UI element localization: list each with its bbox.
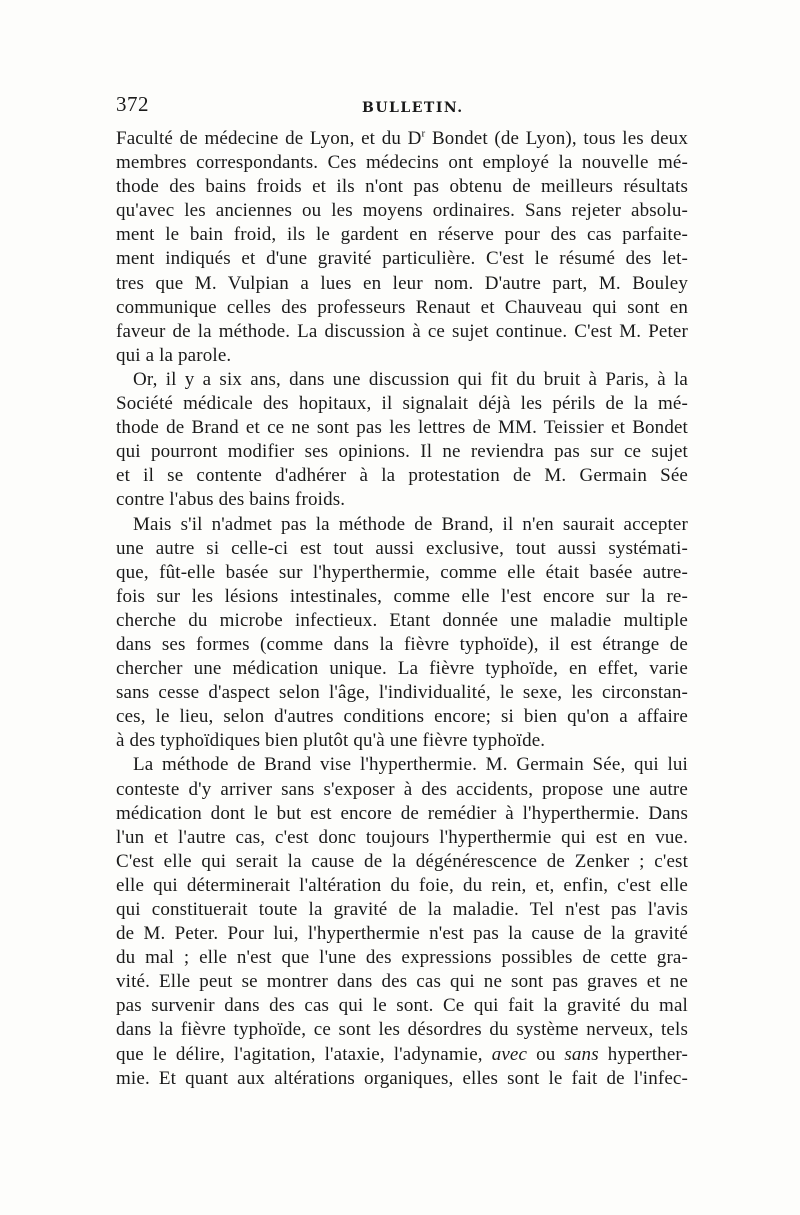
text-line: l'un et l'autre cas, c'est donc toujours l'hyperthermie qui est en vue. [116, 826, 688, 848]
text-line: pas survenir dans des cas qui le sont. Ce qui fait la gravité du mal [116, 995, 688, 1017]
body-text [116, 127, 688, 1091]
text-line: du mal ; elle n'est que l'une des expressions possibles de cette gra- [116, 947, 688, 969]
text-line: Faculté de médecine de Lyon, et du $D^r$ Bondet (de Lyon), tous les deux [116, 127, 688, 149]
text-line: Société médicale des hopitaux, il signalait déjà les périls de la mé- [116, 393, 688, 415]
text-line: qu'avec les anciennes ou les moyens ordinaires. Sans rejeter absolu- [116, 200, 688, 222]
text-line: médication dont le but est encore de remédier à l'hyperthermie. Dans [116, 802, 688, 824]
text-line: Or, il y a six ans, dans une discussion qui fit du bruit à Paris, à la [133, 368, 688, 390]
text-line: faveur de la méthode. La discussion à ce sujet continue. C'est M. Peter [116, 320, 688, 342]
text-line: ces, le lieu, selon d'autres conditions encore; si bien qu'on a affaire [116, 706, 688, 728]
running-title: BULLETIN. [362, 100, 464, 116]
text-line: C'est elle qui serait la cause de la dégénérescence de Zenker ; c'est [116, 850, 688, 872]
text-line: mie. Et quant aux altérations organiques, elles sont le fait de l'infec- [116, 1067, 688, 1089]
page-number: 372 [116, 92, 149, 116]
text-line: qui constituerait toute la gravité de la maladie. Tel n'est pas l'avis [116, 899, 688, 920]
text-line: et il se contente d'adhérer à la protestation de M. Germain Sée [116, 465, 688, 487]
text-line: La méthode de Brand vise l'hyperthermie. M. Germain Sée, qui lui [133, 754, 688, 776]
text-line: dans ses formes (comme dans la fièvre typhoïde), il est étrange de [116, 633, 688, 655]
text-line: communique celles des professeurs Renaut et Chauveau qui sont en [116, 296, 688, 318]
text-line: une autre si celle-ci est tout aussi exclusive, tout aussi systémati- [116, 537, 688, 559]
text-line: conteste d'y arriver sans s'exposer à des accidents, propose une autre [116, 778, 688, 800]
text-line: membres correspondants. Ces médecins ont employé la nouvelle mé- [116, 152, 688, 174]
text-line: thode de Brand et ce ne sont pas les lettres de MM. Teissier et Bondet [116, 417, 688, 439]
text-line: ment indiqués et d'une gravité particulière. C'est le résumé des let- [116, 248, 688, 270]
text-line: elle qui déterminerait l'altération du foie, du rein, et, enfin, c'est elle [116, 874, 688, 896]
text-line: Mais s'il n'admet pas la méthode de Brand, il n'en saurait accepter [133, 513, 688, 535]
text-line: qui pourront modifier ses opinions. Il ne reviendra pas sur ce sujet [116, 441, 688, 463]
text-line: que le délire, l'agitation, l'ataxie, l'adynamie, avec ou sans hyperther- [116, 1043, 688, 1065]
text-line: sans cesse d'aspect selon l'âge, l'individualité, le sexe, les circonstan- [116, 682, 688, 704]
text-line: vité. Elle peut se montrer dans des cas qui ne sont pas graves et ne [116, 971, 688, 993]
text-line: que, fût-elle basée sur l'hyperthermie, comme elle était basée autre- [116, 561, 688, 583]
text-line: thode des bains froids et ils n'ont pas obtenu de meilleurs résultats [116, 176, 688, 198]
text-line: à des typhoïdiques bien plutôt qu'à une fièvre typhoïde. [116, 730, 546, 752]
text-line: dans la fièvre typhoïde, ce sont les désordres du système nerveux, tels [116, 1019, 688, 1041]
text-line: cherche du microbe infectieux. Etant donnée une maladie multiple [116, 609, 688, 631]
text-line: de M. Peter. Pour lui, l'hyperthermie n'est pas la cause de la gravité [116, 923, 688, 945]
text-line: ment le bain froid, ils le gardent en réserve pour des cas parfaite- [116, 224, 688, 246]
text-line: contre l'abus des bains froids. [116, 489, 346, 511]
text-line: tres que M. Vulpian a lues en leur nom. D'autre part, M. Bouley [116, 272, 688, 294]
text-line: chercher une médication unique. La fièvre typhoïde, en effet, varie [116, 658, 688, 680]
text-line: qui a la parole. [116, 344, 232, 366]
text-line: fois sur les lésions intestinales, comme elle l'est encore sur la re- [116, 585, 688, 607]
running-head [116, 92, 690, 122]
